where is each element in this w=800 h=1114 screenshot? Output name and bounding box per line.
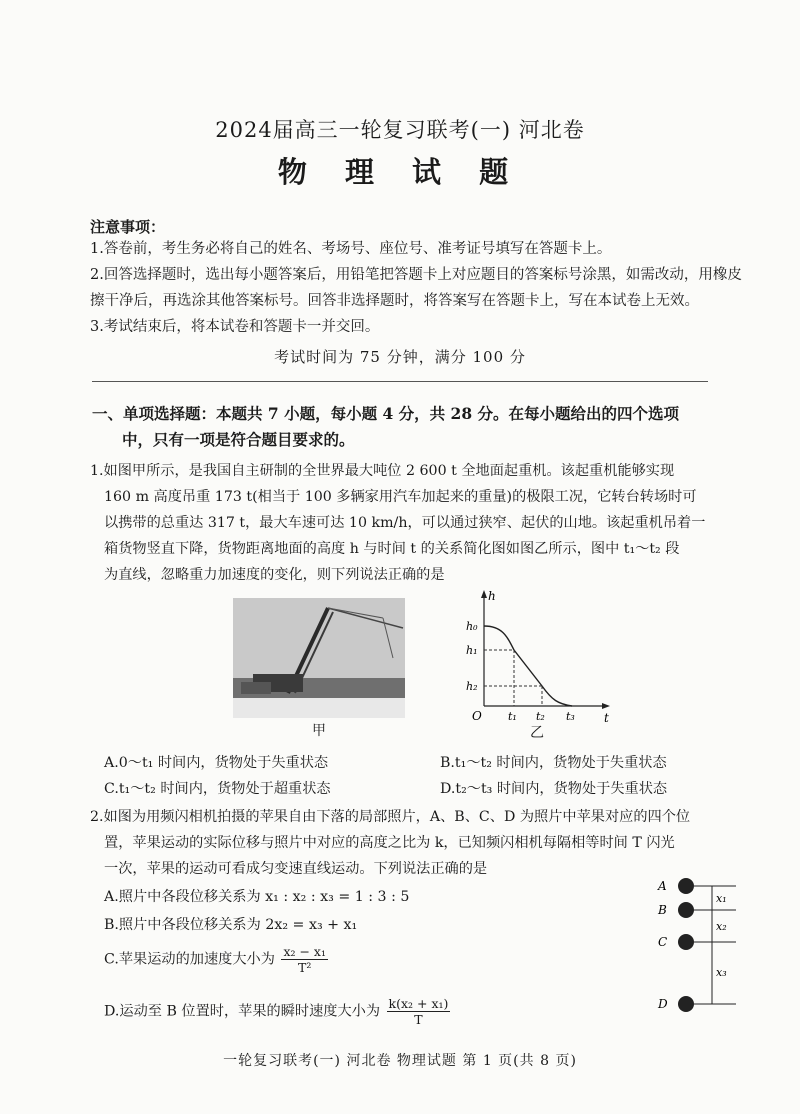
q1-option-c: C.t₁～t₂ 时间内，货物处于超重状态 bbox=[104, 781, 331, 797]
q1-line-4: 箱货物竖直下降，货物距离地面的高度 h 与时间 t 的关系简化图如图乙所示，图中 t₁～t₂ 段 bbox=[104, 541, 680, 557]
h-t-curve bbox=[484, 626, 572, 706]
apple-A bbox=[678, 878, 694, 894]
label-x3: x₃ bbox=[716, 966, 727, 979]
q2-line-2: 置，苹果运动的实际位移与照片中对应的高度之比为 k，已知频闪相机每隔相等时间 T 闪光 bbox=[104, 835, 675, 851]
exam-title: 2024届高三一轮复习联考(一) 河北卷 bbox=[215, 118, 585, 142]
q2-option-d bbox=[104, 996, 450, 1027]
q1-option-b: B.t₁～t₂ 时间内，货物处于失重状态 bbox=[440, 755, 667, 771]
crane-photo bbox=[233, 598, 405, 718]
notice-item-2: 2.回答选择题时，选出每小题答案后，用铅笔把答题卡上对应题目的答案标号涂黑，如需改动，用橡皮 bbox=[90, 267, 742, 283]
q1-option-a: A.0～t₁ 时间内，货物处于失重状态 bbox=[104, 755, 329, 771]
q1-line-1: 1.如图甲所示，是我国自主研制的全世界最大吨位 2 600 t 全地面起重机。该起重机能够实现 bbox=[90, 463, 675, 479]
q2-option-c-numerator: x₂ − x₁ bbox=[283, 944, 326, 959]
x-axis-label: t bbox=[604, 711, 609, 725]
section-heading-cont: 中，只有一项是符合题目要求的。 bbox=[122, 430, 355, 449]
label-x1: x₁ bbox=[716, 892, 727, 905]
label-D: D bbox=[658, 997, 668, 1011]
apple-D bbox=[678, 996, 694, 1012]
notice-item-2-cont: 擦干净后，再选涂其他答案标号。回答非选择题时，将答案写在答题卡上，写在本试卷上无效。 bbox=[90, 293, 699, 309]
q2-option-d-numerator: k(x₂ + x₁) bbox=[388, 996, 449, 1011]
q2-option-c-text: C.苹果运动的加速度大小为 bbox=[104, 951, 275, 968]
y-axis-label: h bbox=[488, 589, 496, 603]
figure-a-caption: 甲 bbox=[312, 723, 326, 739]
label-B: B bbox=[658, 903, 667, 917]
q1-line-3: 以携带的总重达 317 t，最大车速可达 10 km/h，可以通过狭窄、起伏的山地。该起重机吊着一 bbox=[104, 515, 706, 531]
exam-time: 考试时间为 75 分钟，满分 100 分 bbox=[274, 348, 526, 366]
label-C: C bbox=[658, 935, 668, 949]
q2-option-c-denominator: T² bbox=[298, 960, 312, 975]
origin-label: O bbox=[472, 709, 482, 723]
q2-line-3: 一次，苹果的运动可看成匀变速直线运动。下列说法正确的是 bbox=[104, 861, 488, 877]
y-axis-arrow bbox=[481, 590, 487, 598]
h-t-graph bbox=[462, 588, 612, 728]
q2-option-c bbox=[104, 944, 328, 975]
q2-option-a: A.照片中各段位移关系为 x₁ : x₂ : x₃ = 1 : 3 : 5 bbox=[104, 889, 410, 905]
figure-b-caption: 乙 bbox=[530, 725, 544, 741]
q2-option-b: B.照片中各段位移关系为 2x₂ = x₃ + x₁ bbox=[104, 917, 358, 933]
t2-label: t₂ bbox=[536, 710, 545, 723]
h1-label: h₁ bbox=[466, 644, 478, 657]
q1-option-d: D.t₂～t₃ 时间内，货物处于失重状态 bbox=[440, 781, 668, 797]
divider bbox=[92, 381, 708, 382]
q2-option-d-text: D.运动至 B 位置时，苹果的瞬时速度大小为 bbox=[104, 1003, 381, 1020]
h2-label: h₂ bbox=[466, 680, 478, 693]
subject-title: 物 理 试 题 bbox=[277, 155, 523, 189]
label-A: A bbox=[658, 879, 667, 893]
apple-C bbox=[678, 934, 694, 950]
t3-label: t₃ bbox=[566, 710, 575, 723]
x-axis-arrow bbox=[602, 703, 610, 709]
t1-label: t₁ bbox=[508, 710, 517, 723]
notice-item-1: 1.答卷前，考生务必将自己的姓名、考场号、座位号、准考证号填写在答题卡上。 bbox=[90, 241, 612, 257]
q2-option-d-fraction bbox=[387, 996, 451, 1027]
label-x2: x₂ bbox=[716, 920, 727, 933]
section-heading: 一、单项选择题：本题共 7 小题，每小题 4 分，共 28 分。在每小题给出的四个选项 bbox=[92, 404, 680, 423]
notice-heading: 注意事项： bbox=[90, 218, 166, 236]
q2-option-c-fraction bbox=[281, 944, 328, 975]
notice-item-3: 3.考试结束后，将本试卷和答题卡一并交回。 bbox=[90, 319, 380, 335]
apple-strobe-figure bbox=[652, 870, 747, 1020]
page-footer: 一轮复习联考(一) 河北卷 物理试题 第 1 页(共 8 页) bbox=[223, 1053, 577, 1069]
q2-line-1: 2.如图为用频闪相机拍摄的苹果自由下落的局部照片，A、B、C、D 为照片中苹果对应的四个位 bbox=[90, 809, 691, 825]
h0-label: h₀ bbox=[466, 620, 478, 633]
apple-B bbox=[678, 902, 694, 918]
q1-line-5: 为直线，忽略重力加速度的变化，则下列说法正确的是 bbox=[104, 567, 445, 583]
q2-option-d-denominator: T bbox=[414, 1012, 423, 1027]
q1-line-2: 160 m 高度吊重 173 t(相当于 100 多辆家用汽车加起来的重量)的极限工况，它转台转场时可 bbox=[104, 489, 697, 505]
